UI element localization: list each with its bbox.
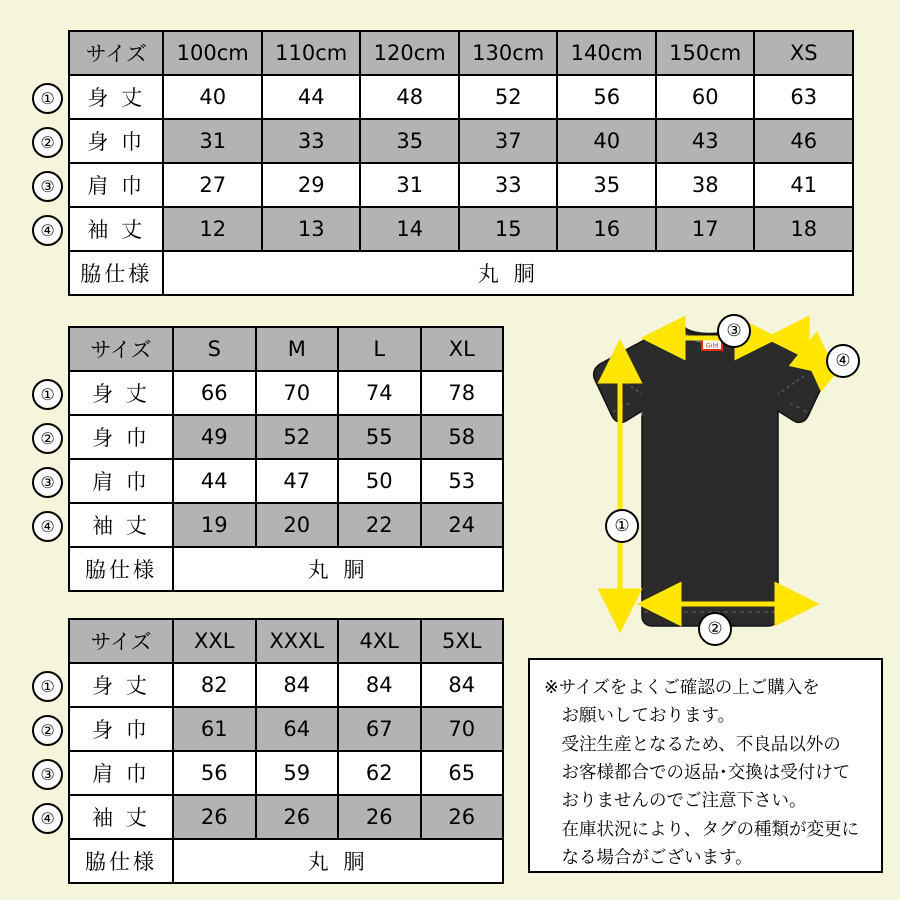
header-cell: 130cm — [459, 31, 558, 75]
value-cell: 14 — [360, 207, 459, 251]
notice-line-6: 在庫状況により、タグの種類が変更に — [561, 819, 859, 840]
value-cell: 27 — [163, 163, 262, 207]
value-cell: 56 — [173, 751, 256, 795]
value-cell: 38 — [656, 163, 755, 207]
notice-line-2: お願いしております。 — [561, 706, 736, 727]
header-cell: XXXL — [256, 619, 339, 663]
row-label: 身 巾 — [69, 707, 173, 751]
footer-value: 丸 胴 — [173, 839, 503, 883]
value-cell: 41 — [754, 163, 853, 207]
table-footer-row — [69, 839, 503, 883]
value-cell: 50 — [338, 459, 421, 503]
value-cell: 84 — [338, 663, 421, 707]
value-cell: 40 — [163, 75, 262, 119]
value-cell: 26 — [338, 795, 421, 839]
header-cell: サイズ — [69, 31, 163, 75]
row-label: 身 丈 — [69, 371, 173, 415]
marker-body-length-3: ① — [32, 671, 63, 702]
row-label: 袖 丈 — [69, 503, 173, 547]
table-header-row — [69, 327, 503, 371]
notice-line-3: 受注生産となるため、不良品以外の — [561, 734, 841, 755]
value-cell: 12 — [163, 207, 262, 251]
footer-label: 脇仕様 — [69, 839, 173, 883]
diagram-marker-sleeve-length: ④ — [826, 344, 860, 378]
row-label: 身 丈 — [69, 75, 163, 119]
row-label: 肩 巾 — [69, 459, 173, 503]
adult-size-table — [68, 326, 504, 592]
value-cell: 62 — [338, 751, 421, 795]
table-row — [69, 415, 503, 459]
header-cell: 5XL — [421, 619, 504, 663]
value-cell: 60 — [656, 75, 755, 119]
marker-body-width-3: ② — [32, 715, 63, 746]
value-cell: 64 — [256, 707, 339, 751]
footer-label: 脇仕様 — [69, 547, 173, 591]
header-cell: 4XL — [338, 619, 421, 663]
value-cell: 61 — [173, 707, 256, 751]
value-cell: 40 — [557, 119, 656, 163]
value-cell: 16 — [557, 207, 656, 251]
value-cell: 26 — [256, 795, 339, 839]
marker-sleeve-length-1: ④ — [32, 215, 63, 246]
marker-body-length-2: ① — [32, 379, 63, 410]
table-row — [69, 163, 853, 207]
header-cell: サイズ — [69, 619, 173, 663]
row-label: 肩 巾 — [69, 751, 173, 795]
value-cell: 44 — [262, 75, 361, 119]
bigsize-size-table — [68, 618, 504, 884]
value-cell: 35 — [360, 119, 459, 163]
kids-size-table — [68, 30, 854, 296]
table-row — [69, 207, 853, 251]
value-cell: 47 — [256, 459, 339, 503]
header-cell: XXL — [173, 619, 256, 663]
bigsize-size-table-wrapper — [68, 618, 504, 884]
value-cell: 18 — [754, 207, 853, 251]
value-cell: 58 — [421, 415, 504, 459]
header-cell: 110cm — [262, 31, 361, 75]
value-cell: 78 — [421, 371, 504, 415]
value-cell: 37 — [459, 119, 558, 163]
header-cell: 140cm — [557, 31, 656, 75]
table-header-row — [69, 31, 853, 75]
table-row — [69, 503, 503, 547]
row-label: 身 巾 — [69, 415, 173, 459]
marker-column-table3 — [24, 618, 68, 838]
value-cell: 22 — [338, 503, 421, 547]
notice-line-5: おりませんのでご注意下さい。 — [561, 791, 807, 812]
marker-shoulder-width-1: ③ — [32, 171, 63, 202]
value-cell: 74 — [338, 371, 421, 415]
header-cell: 120cm — [360, 31, 459, 75]
row-label: 身 巾 — [69, 119, 163, 163]
marker-column-table2 — [24, 326, 68, 546]
notice-line-7: なる場合がございます。 — [561, 848, 753, 869]
table-row — [69, 459, 503, 503]
shirt-shape — [594, 326, 827, 626]
value-cell: 26 — [173, 795, 256, 839]
table-row — [69, 119, 853, 163]
value-cell: 44 — [173, 459, 256, 503]
header-cell: 100cm — [163, 31, 262, 75]
diagram-marker-body-width: ② — [698, 612, 732, 646]
value-cell: 84 — [421, 663, 504, 707]
adult-size-table-wrapper — [68, 326, 504, 592]
table-footer-row — [69, 251, 853, 295]
value-cell: 31 — [163, 119, 262, 163]
table-row — [69, 371, 503, 415]
header-cell: XL — [421, 327, 504, 371]
value-cell: 46 — [754, 119, 853, 163]
table-header-row — [69, 619, 503, 663]
marker-body-width-1: ② — [32, 127, 63, 158]
value-cell: 24 — [421, 503, 504, 547]
svg-text:Gild: Gild — [705, 341, 719, 350]
value-cell: 20 — [256, 503, 339, 547]
value-cell: 31 — [360, 163, 459, 207]
table-row — [69, 751, 503, 795]
footer-value: 丸 胴 — [163, 251, 853, 295]
value-cell: 53 — [421, 459, 504, 503]
table-row — [69, 75, 853, 119]
marker-shoulder-width-3: ③ — [32, 759, 63, 790]
marker-shoulder-width-2: ③ — [32, 467, 63, 498]
value-cell: 26 — [421, 795, 504, 839]
value-cell: 13 — [262, 207, 361, 251]
marker-column-table1 — [24, 30, 68, 250]
value-cell: 43 — [656, 119, 755, 163]
table-footer-row — [69, 547, 503, 591]
tshirt-measurement-diagram — [520, 316, 900, 656]
value-cell: 49 — [173, 415, 256, 459]
value-cell: 15 — [459, 207, 558, 251]
header-cell: 150cm — [656, 31, 755, 75]
value-cell: 52 — [256, 415, 339, 459]
header-cell: L — [338, 327, 421, 371]
value-cell: 70 — [256, 371, 339, 415]
header-cell: サイズ — [69, 327, 173, 371]
value-cell: 55 — [338, 415, 421, 459]
value-cell: 56 — [557, 75, 656, 119]
value-cell: 65 — [421, 751, 504, 795]
row-label: 袖 丈 — [69, 207, 163, 251]
diagram-marker-shoulder-width: ③ — [717, 314, 751, 348]
notice-line-1: ※サイズをよくご確認の上ご購入を — [544, 678, 820, 698]
value-cell: 33 — [459, 163, 558, 207]
table-row — [69, 663, 503, 707]
marker-body-width-2: ② — [32, 423, 63, 454]
notice-line-4: お客様都合での返品･交換は受付けて — [561, 763, 851, 784]
purchase-notice-box — [528, 658, 883, 873]
row-label: 肩 巾 — [69, 163, 163, 207]
value-cell: 63 — [754, 75, 853, 119]
value-cell: 66 — [173, 371, 256, 415]
header-cell: S — [173, 327, 256, 371]
row-label: 身 丈 — [69, 663, 173, 707]
row-label: 袖 丈 — [69, 795, 173, 839]
value-cell: 67 — [338, 707, 421, 751]
marker-sleeve-length-3: ④ — [32, 803, 63, 834]
header-cell: XS — [754, 31, 853, 75]
value-cell: 29 — [262, 163, 361, 207]
diagram-marker-body-length: ① — [605, 509, 639, 543]
marker-body-length-1: ① — [32, 83, 63, 114]
value-cell: 19 — [173, 503, 256, 547]
value-cell: 52 — [459, 75, 558, 119]
value-cell: 35 — [557, 163, 656, 207]
value-cell: 17 — [656, 207, 755, 251]
footer-value: 丸 胴 — [173, 547, 503, 591]
value-cell: 82 — [173, 663, 256, 707]
marker-sleeve-length-2: ④ — [32, 511, 63, 542]
value-cell: 48 — [360, 75, 459, 119]
table-row — [69, 795, 503, 839]
value-cell: 59 — [256, 751, 339, 795]
header-cell: M — [256, 327, 339, 371]
value-cell: 33 — [262, 119, 361, 163]
footer-label: 脇仕様 — [69, 251, 163, 295]
value-cell: 70 — [421, 707, 504, 751]
value-cell: 84 — [256, 663, 339, 707]
table-row — [69, 707, 503, 751]
kids-size-table-wrapper — [68, 30, 854, 296]
